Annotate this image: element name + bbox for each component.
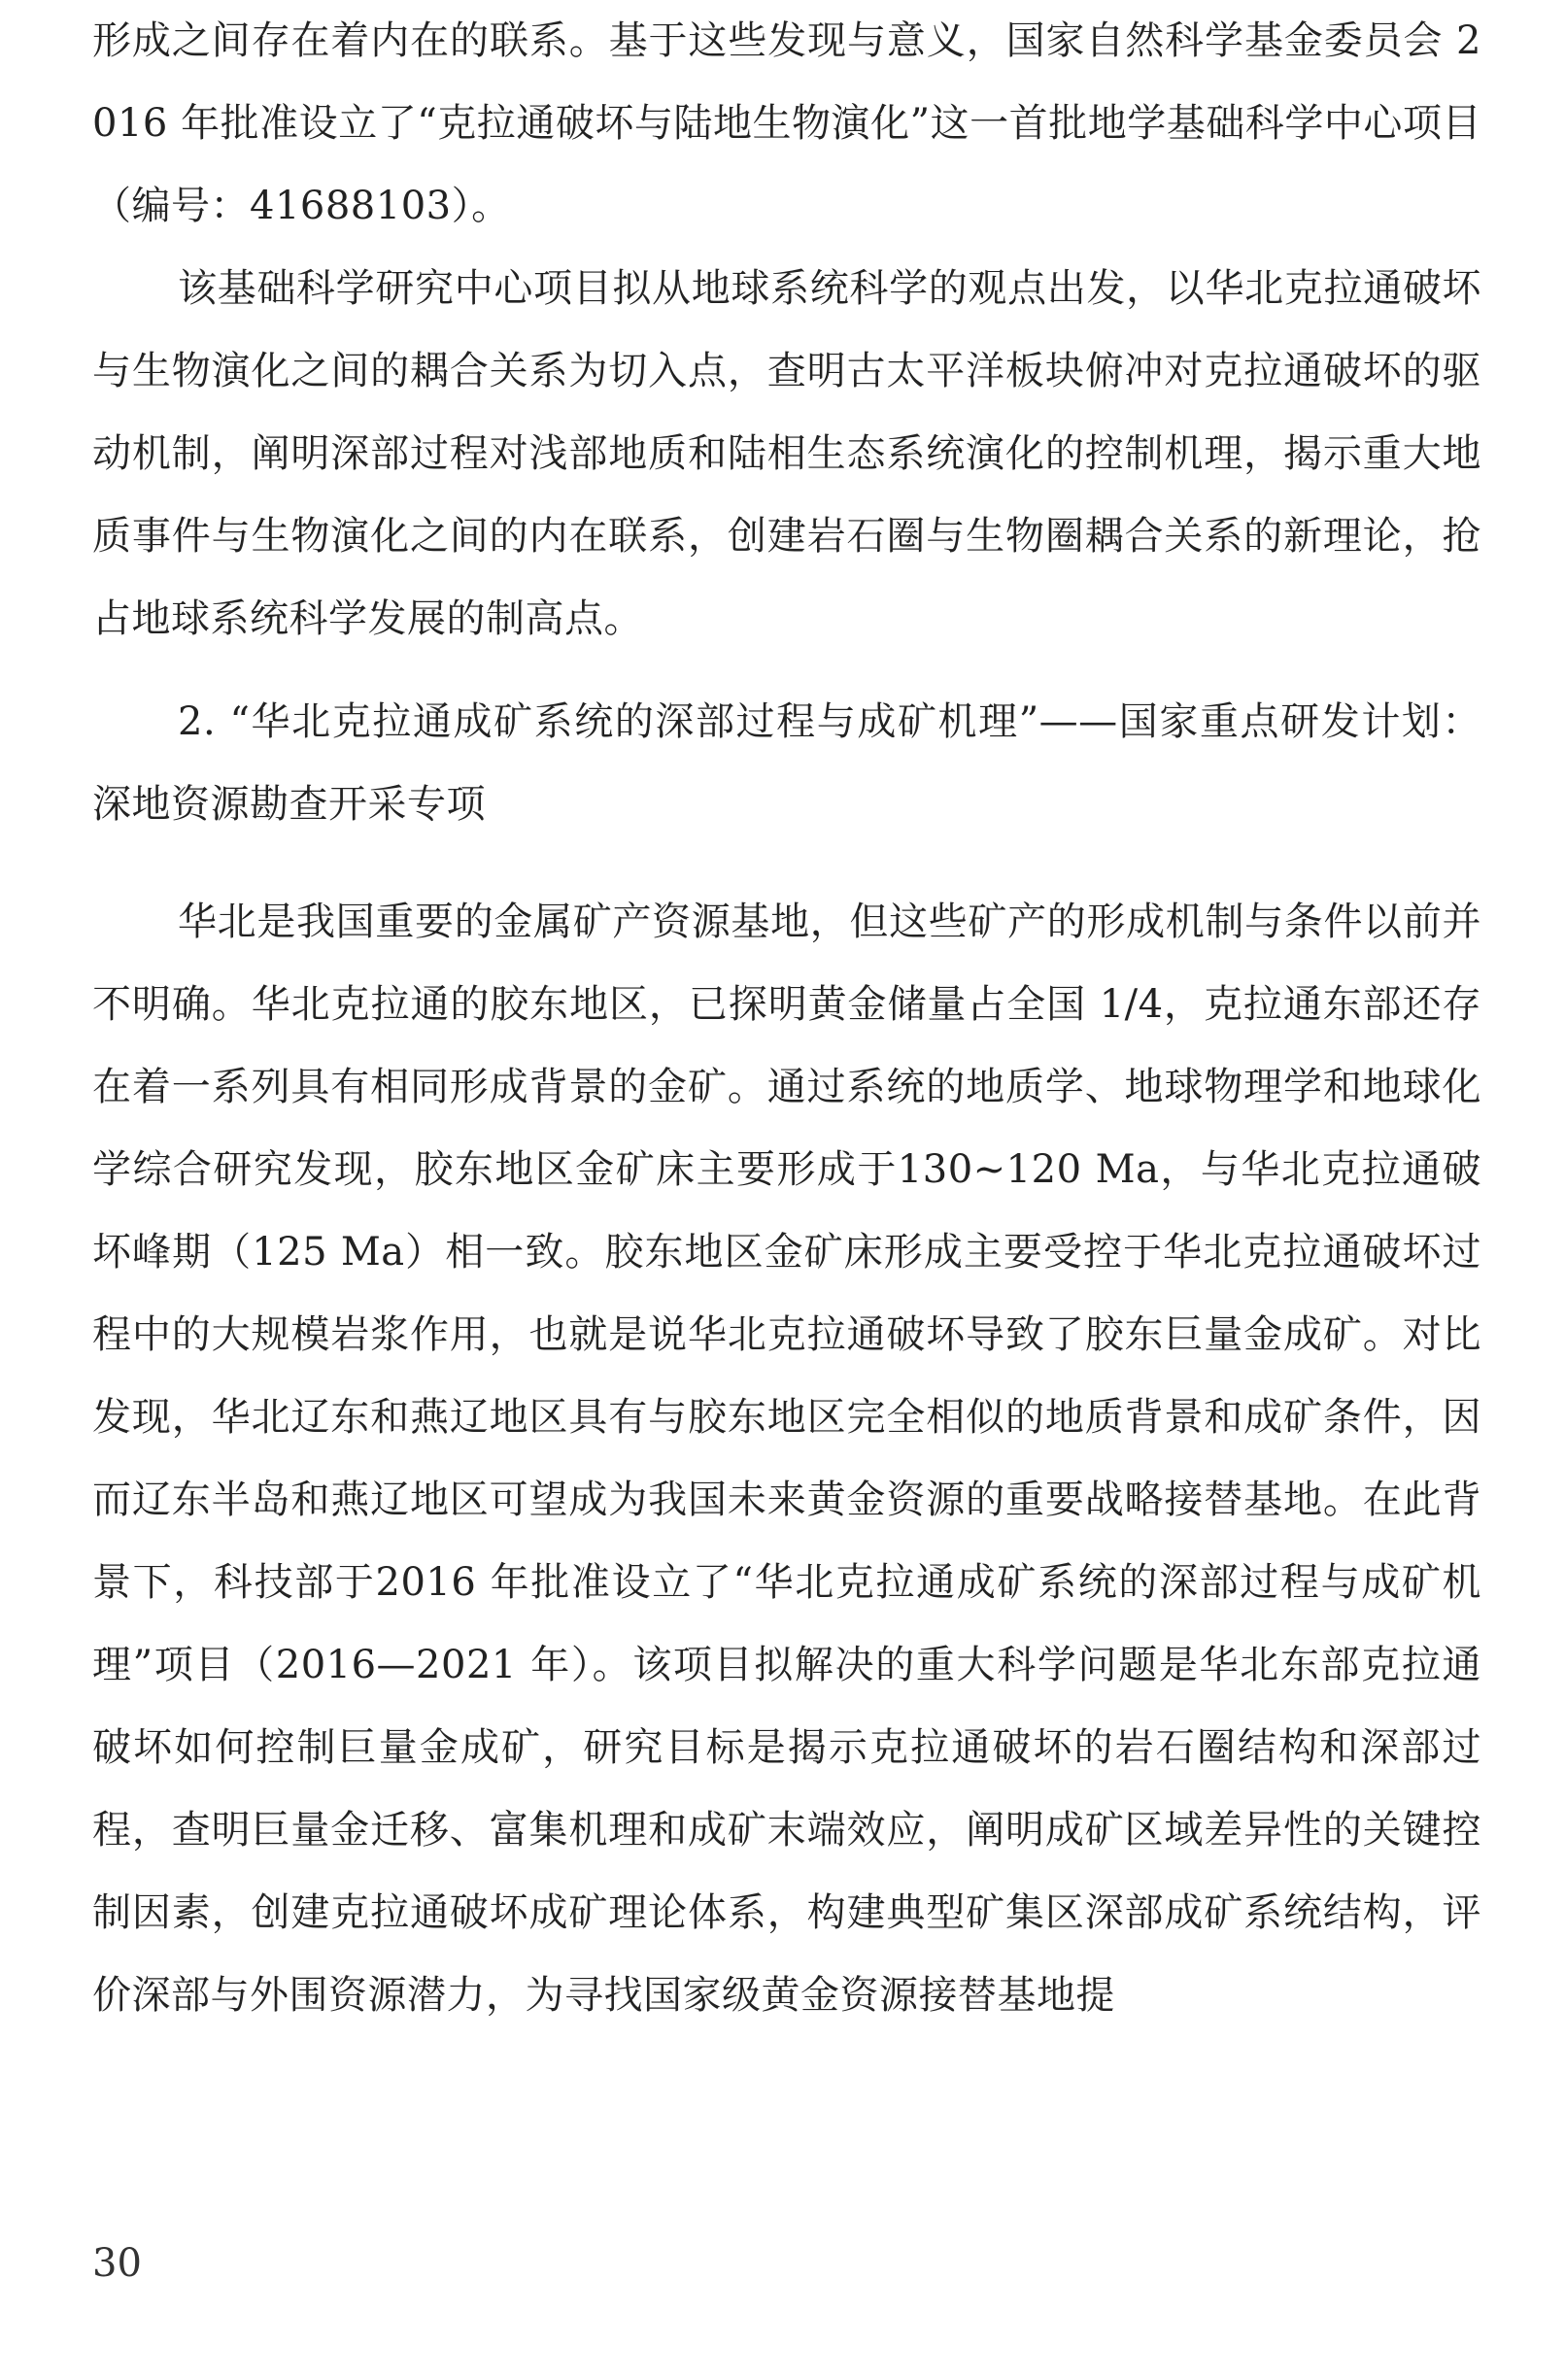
page-number: 30 [92, 2241, 142, 2286]
document-page [92, 0, 1481, 2037]
paragraph-continuation: 形成之间存在着内在的联系。基于这些发现与意义，国家自然科学基金委员会 2016 年批准设立了“克拉通破坏与陆地生物演化”这一首批地学基础科学中心项目（编号：41688103）。 [92, 18, 1481, 228]
section-heading-2: 2. “华北克拉通成矿系统的深部过程与成矿机理”——国家重点研发计划：深地资源勘查开采专项 [92, 699, 1481, 827]
paragraph-center-project: 该基础科学研究中心项目拟从地球系统科学的观点出发，以华北克拉通破坏与生物演化之间的耦合关系为切入点，查明古太平洋板块俯冲对克拉通破坏的驱动机制，阐明深部过程对浅部地质和陆相生态系统演化的控制机理，揭示重大地质事件与生物演化之间的内在联系，创建岩石圈与生物圈耦合关系的新理论，抢占地球系统科学发展的制高点。 [92, 266, 1481, 641]
paragraph-gold-mining: 华北是我国重要的金属矿产资源基地，但这些矿产的形成机制与条件以前并不明确。华北克拉通的胶东地区，已探明黄金储量占全国 1/4，克拉通东部还存在着一系列具有相同形成背景的金矿。通过系统的地质学、地球物理学和地球化学综合研究发现，胶东地区金矿床主要形成于130~120 Ma，与华北克拉通破坏峰期（125 Ma）相一致。胶东地区金矿床形成主要受控于华北克拉通破坏过程中的大规模岩浆作用，也就是说华北克拉通破坏导致了胶东巨量金成矿。对比发现，华北辽东和燕辽地区具有与胶东地区完全相似的地质背景和成矿条件，因而辽东半岛和燕辽地区可望成为我国未来黄金资源的重要战略接替基地。在此背景下，科技部于2016 年批准设立了“华北克拉通成矿系统的深部过程与成矿机理”项目（2016—2021 年）。该项目拟解决的重大科学问题是华北东部克拉通破坏如何控制巨量金成矿，研究目标是揭示克拉通破坏的岩石圈结构和深部过程，查明巨量金迁移、富集机理和成矿末端效应，阐明成矿区域差异性的关键控制因素，创建克拉通破坏成矿理论体系，构建典型矿集区深部成矿系统结构，评价深部与外围资源潜力，为寻找国家级黄金资源接替基地提 [92, 900, 1481, 2018]
